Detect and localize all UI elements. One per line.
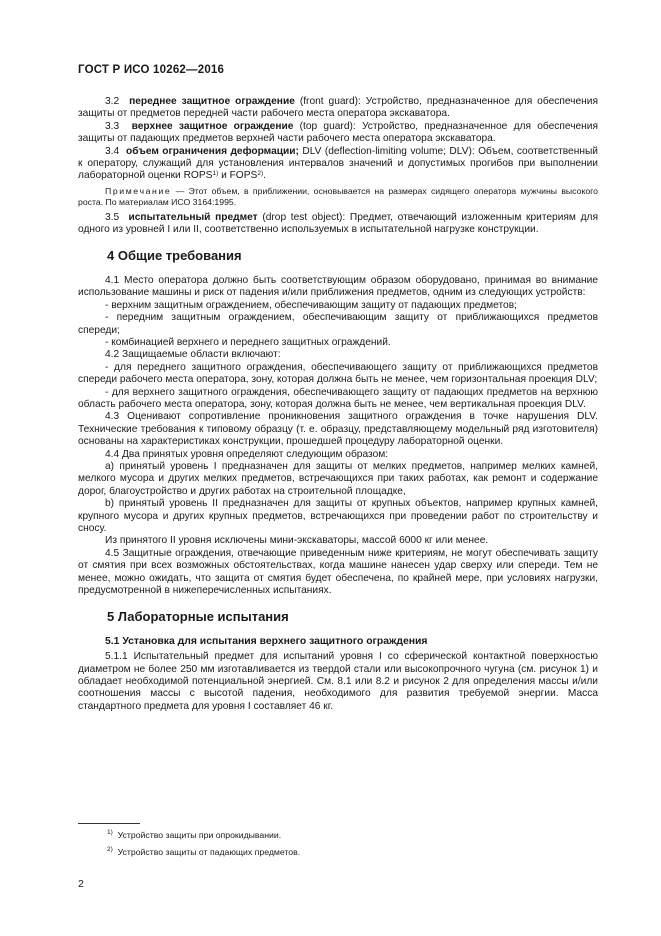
- term: переднее защитное ограждение: [129, 96, 295, 107]
- clause-4-4: 4.4 Два принятых уровня определяют следующим образом:: [105, 448, 389, 460]
- clause-4-4-b: b) принятый уровень II предназначен для защиты от крупных объектов, например крупных камней, крупного мусора и других крупных предметов, встречающихся при проведении работ по строительству и сносу.: [78, 498, 598, 534]
- footnote-text: Устройство защиты от падающих предметов.: [117, 846, 301, 857]
- footnote-ref: 1): [212, 170, 219, 178]
- page-number: 2: [78, 878, 84, 890]
- section-4-heading: 4 Общие требования: [107, 248, 242, 264]
- footnote-separator: [78, 823, 140, 824]
- clause-4-5: 4.5 Защитные ограждения, отвечающие приведенным ниже критериям, не могут обеспечивать защиту от смятия при всех возможных обстоятельствах, когда машине нанесен удар сверху или спереди. Тем не менее, можно ожидать, что защита от смятия будет обеспечена, по крайней мере, при условиях нагрузки, предусмотренной в нижеперечисленных испытаниях.: [78, 547, 598, 597]
- footnote-text: Устройство защиты при опрокидывании.: [117, 830, 282, 840]
- term: верхнее защитное ограждение: [131, 120, 294, 132]
- note-heading: Примечание: [105, 185, 172, 196]
- footnotes: [107, 829, 507, 862]
- clause-5-1-1: 5.1.1 Испытательный предмет для испытаний уровня I со сферической контактной поверхностью диаметром не более 250 мм изготавливается из твердой стали или высокопрочного чугуна (см. рисунок 1) и обладает необходимой потенциальной энергией. См. 8.1 или 8.2 и рисунок 2 для определения массы и/или соотношения массы с высотой падения, необходимого для развития требуемой энергии. Масса стандартного предмета для уровня I составляет 46 кг.: [78, 651, 598, 712]
- list-item: - для верхнего защитного ограждения, обеспечивающего защиту от падающих предметов на верхнюю область рабочего места оператора, зону, которая должна быть не менее, чем вертикальная проекция DLV.: [78, 386, 598, 410]
- clause-4-2: 4.2 Защищаемые области включают:: [105, 349, 281, 361]
- definition-text: DLV (deflection-limiting volume; DLV): Объем, соответственный к оператору, служащий для установления интервалов значений и допустимых прогибов при выполнении лабораторной оценки ROPS: [78, 145, 598, 182]
- term: объем ограничения деформации;: [126, 145, 299, 157]
- clause-4-4-exclusion: Из принятого II уровня исключены мини-экскаваторы, массой 6000 кг или менее.: [105, 535, 489, 547]
- definition-text: (top guard): Устройство, предназначенное для обеспечения защиты от падающих предметов верхней части рабочего места оператора экскаватора.: [78, 120, 598, 145]
- definition-3-4: [78, 146, 598, 183]
- clause-4-3: 4.3 Оценивают сопротивление проникновения защитного ограждения в точке нарушения DLV. Технические требования к типовому образцу (т. е. образцу, представляющему модельный ряд изготовителя) основаны на характеристиках конструкции, прошедшей процедуру лабораторной оценки.: [78, 411, 598, 448]
- definition-3-5: [78, 212, 598, 237]
- list-item: - передним защитным ограждением, обеспечивающим защиту от приближающихся предметов спереди;: [78, 312, 598, 336]
- footnote-mark: 2): [107, 845, 113, 853]
- document-body: [78, 96, 598, 713]
- list-item: - комбинацией верхнего и переднего защитных ограждений.: [105, 336, 391, 348]
- footnote-mark: 1): [107, 829, 113, 836]
- definition-text: (front guard): Устройство, предназначенное для обеспечения защиты от предметов передней части рабочего места оператора экскаватора.: [78, 96, 598, 120]
- list-item: - верхним защитным ограждением, обеспечивающим защиту от падающих предметов;: [105, 299, 517, 311]
- footnote: [107, 829, 507, 842]
- definition-3-3: [78, 121, 598, 146]
- document-header: ГОСТ Р ИСО 10262—2016: [78, 64, 225, 76]
- definition-3-2: [78, 96, 598, 121]
- note: [78, 186, 598, 209]
- clause-number: 3.3: [105, 120, 120, 132]
- clause-number: 3.2: [105, 96, 120, 107]
- list-item: - для переднего защитного ограждения, обеспечивающего защиту от приближающихся предметов спереди рабочего места оператора, зону, которая должна быть не менее, чем горизонтальная проекция DLV;: [78, 361, 598, 386]
- note-text: — Этот объем, в приближении, основывается на размерах сидящего оператора мужчины высокого роста. По материалам ИСО 3164:1995.: [78, 185, 598, 208]
- section-5-1-heading: 5.1 Установка для испытания верхнего защитного ограждения: [105, 635, 428, 647]
- footnote: [107, 846, 507, 859]
- definition-text: и FOPS: [218, 170, 258, 182]
- definition-end: .: [263, 170, 266, 182]
- footnote-ref: 2): [257, 170, 264, 178]
- clause-4-4-a: a) принятый уровень I предназначен для защиты от мелких предметов, например мелких камней, мелкого мусора и других мелких предметов, встречающихся при таких работах, как ремонт и содержание дорог, благоустройство и других работах на строительной площадке,: [78, 460, 598, 497]
- definition-text: (drop test object): Предмет, отвечающий изложенным критериям для одного из уровней I или II, соответственно используемых в испытательной нагрузке конструкции.: [78, 211, 598, 236]
- clause-number: 3.5: [105, 211, 120, 223]
- section-5-heading: 5 Лабораторные испытания: [107, 609, 289, 625]
- term: испытательный предмет: [128, 211, 258, 223]
- clause-4-1: 4.1 Место оператора должно быть соответствующим образом оборудовано, принимая во внимание использование машины и риск от падения и/или приближения предметов, одним из следующих устройств:: [78, 274, 598, 299]
- clause-number: 3.4: [105, 145, 120, 157]
